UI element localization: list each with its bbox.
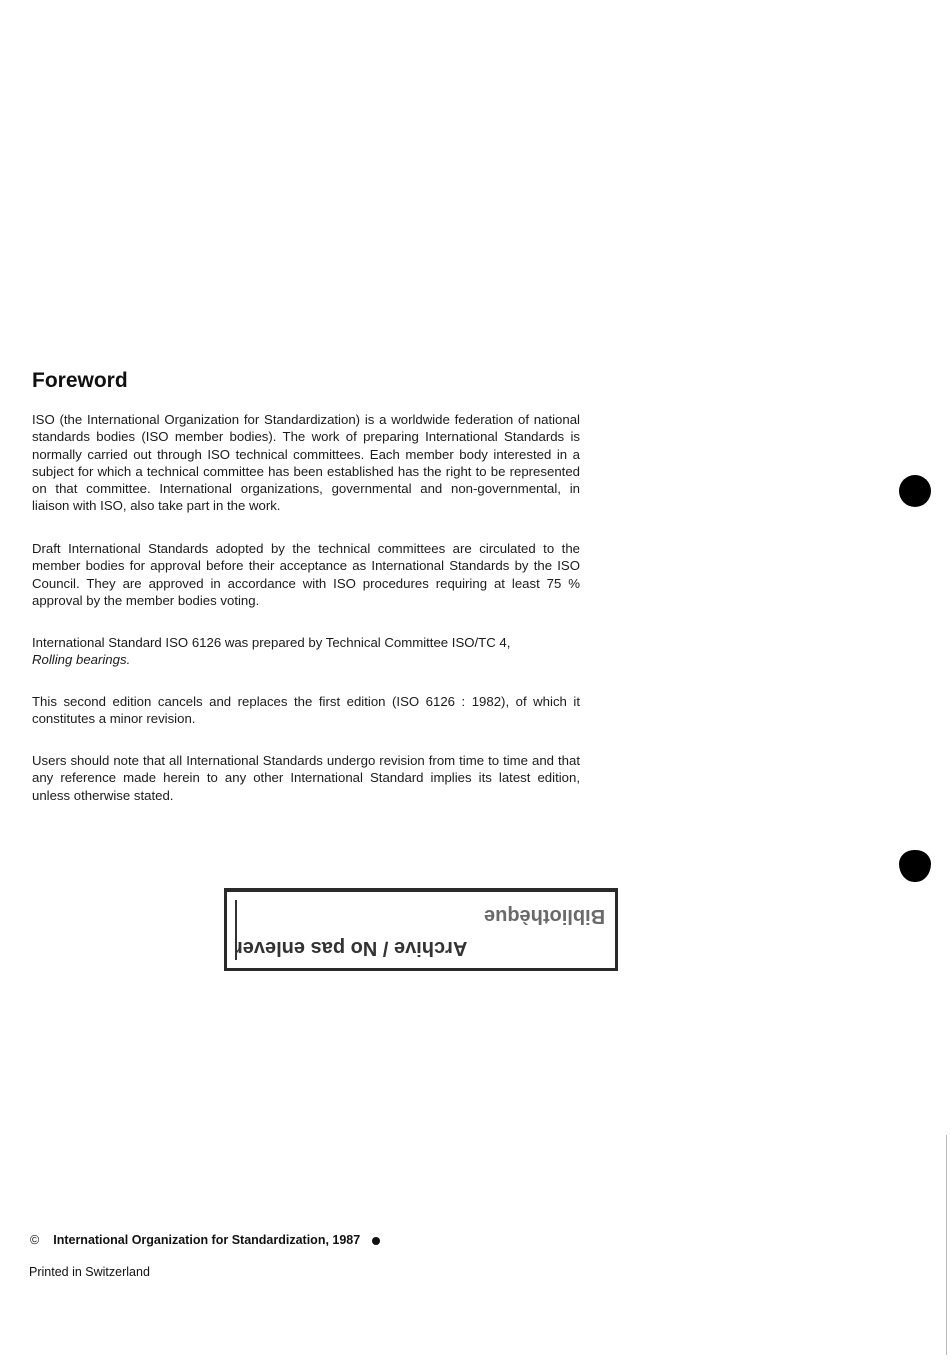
stamp-line-1: Bibliothèque — [483, 905, 605, 927]
library-stamp — [224, 888, 618, 971]
foreword-paragraph-1: ISO (the International Organization for Standardization) is a worldwide federation of national standards bodies (ISO member bodies). The work of preparing International Standards is normally carried out through ISO technical committees. Each member body interested in a subject for which a technical committee has been established has the right to be represented on that committee. International organizations, governmental and non-governmental, in liaison with ISO, also take part in the work. — [32, 412, 580, 514]
scan-edge-line — [946, 1135, 947, 1355]
foreword-paragraph-5: Users should note that all International Standards undergo revision from time to time and that any reference made herein to any other International Standard implies its latest edition, unless otherwise stated. — [32, 753, 580, 803]
committee-text: International Standard ISO 6126 was prepared by Technical Committee ISO/TC 4, — [32, 635, 511, 650]
stamp-line-2: Archive / No pas enlever — [235, 937, 468, 959]
printed-in: Printed in Switzerland — [29, 1265, 150, 1279]
punch-hole-mark — [899, 475, 931, 507]
copyright-symbol: © — [30, 1233, 40, 1247]
foreword-paragraph-3 — [32, 634, 580, 669]
punch-hole-mark — [899, 850, 931, 882]
bullet-icon — [372, 1237, 380, 1245]
committee-name: Rolling bearings. — [32, 652, 131, 668]
foreword-paragraph-2: Draft International Standards adopted by the technical committees are circulated to the member bodies for approval before their acceptance as International Standards by the ISO Council. They are approved in accordance with ISO procedures requiring at least 75 % approval by the member bodies voting. — [32, 541, 580, 608]
copyright-text: International Organization for Standardization, 1987 — [53, 1233, 361, 1247]
foreword-paragraph-4: This second edition cancels and replaces the first edition (ISO 6126 : 1982), of which it constitutes a minor revision. — [32, 694, 580, 727]
copyright-notice — [30, 1233, 380, 1247]
page-title: Foreword — [32, 369, 128, 392]
